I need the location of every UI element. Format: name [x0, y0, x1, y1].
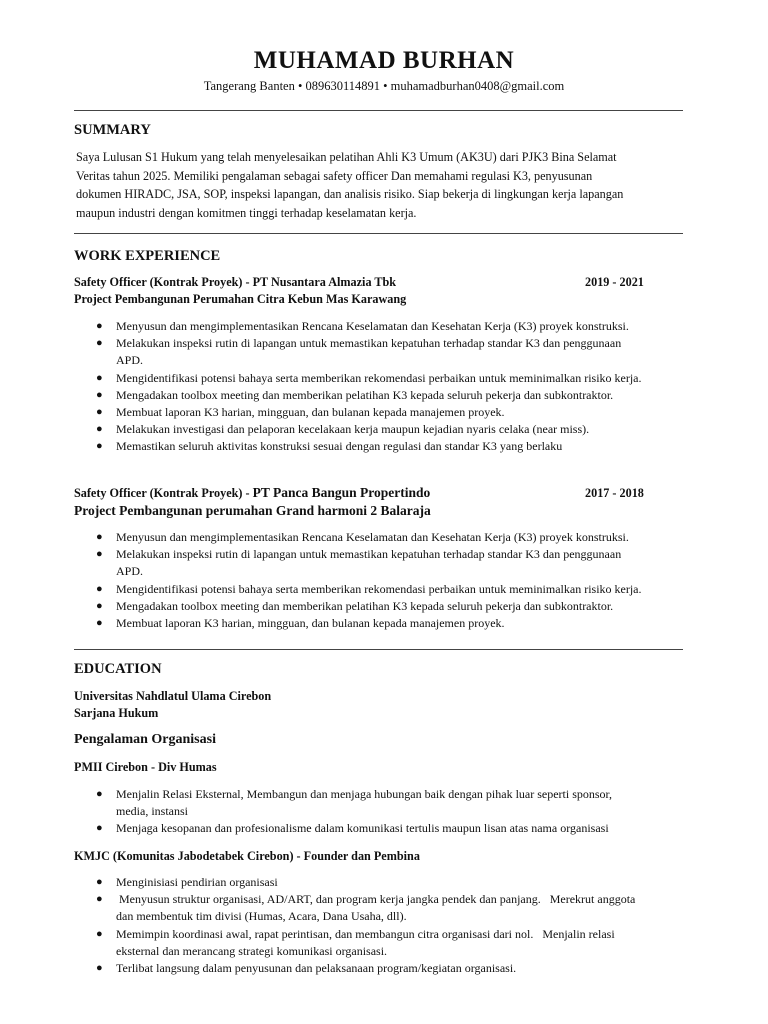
list-item: ● Terlibat langsung dalam penyusunan dan pelaksanaan program/kegiatan organisasi. [96, 961, 517, 976]
job-duties-list [96, 529, 696, 632]
divider [74, 649, 683, 650]
job-years: 2019 - 2021 [585, 275, 644, 289]
list-item: ● Memimpin koordinasi awal, rapat perintisan, dan membangun citra organisasi dari nol. Menjalin relasi eksternal dan merancang strategi komunikasi organisasi. [96, 926, 615, 958]
list-item: ● Menyusun dan mengimplementasikan Rencana Keselamatan dan Kesehatan Kerja (K3) proyek konstruksi. [96, 319, 629, 333]
list-item: ● Mengidentifikasi potensi bahaya serta memberikan rekomendasi perbaikan untuk meminimalkan risiko kerja. [96, 581, 642, 596]
list-item: ● Membuat laporan K3 harian, mingguan, dan bulanan kepada manajemen proyek. [96, 616, 505, 631]
divider [74, 233, 683, 234]
org-title: PMII Cirebon - Div Humas [74, 760, 217, 774]
list-item: ● Menjalin Relasi Eksternal, Membangun dan menjaga hubungan baik dengan pihak luar seperti sponsor, media, instansi [96, 787, 613, 819]
job-project: Project Pembangunan perumahan Grand harmoni 2 Balaraja [74, 503, 431, 518]
experience-heading: WORK EXPERIENCE [74, 248, 221, 264]
org-duties-list [96, 874, 696, 977]
education-school: Universitas Nahdlatul Ulama Cirebon [74, 689, 272, 703]
job-role: Safety Officer (Kontrak Proyek) - PT Nusantara Almazia Tbk [74, 275, 397, 289]
job-duties-list [96, 318, 696, 456]
education-degree: Sarjana Hukum [74, 706, 159, 720]
list-item: ● Menginisiasi pendirian organisasi [96, 875, 278, 889]
summary-line: dokumen HIRADC, JSA, SOP, inspeksi lapangan, dan analisis risiko. Siap bekerja di lingkungan kerja lapangan [76, 187, 624, 201]
divider [74, 110, 683, 111]
list-item: ● Membuat laporan K3 harian, mingguan, dan bulanan kepada manajemen proyek. [96, 405, 505, 420]
list-item: ● Mengadakan toolbox meeting dan memberikan pelatihan K3 kepada seluruh pekerja dan subkontraktor. [96, 598, 614, 613]
list-item: ● Menyusun struktur organisasi, AD/ART, dan program kerja jangka pendek dan panjang. Merekrut anggota dan membentuk tim divisi (Humas, Acara, Dana Usaha, dll). [96, 892, 636, 924]
contact-line: Tangerang Banten • 089630114891 • muhamadburhan0408@gmail.com [203, 79, 565, 93]
summary-text [76, 148, 682, 222]
org-title: KMJC (Komunitas Jabodetabek Cirebon) - Founder dan Pembina [74, 849, 420, 863]
list-item: ● Melakukan inspeksi rutin di lapangan untuk memastikan kepatuhan terhadap standar K3 dan penggunaan APD. [96, 547, 622, 579]
summary-line: Saya Lulusan S1 Hukum yang telah menyelesaikan pelatihan Ahli K3 Umum (AK3U) dari PJK3 Bina Selamat [76, 150, 617, 164]
list-item: ● Melakukan investigasi dan pelaporan kecelakaan kerja maupun kejadian nyaris celaka (near miss). [96, 422, 590, 437]
list-item: ● Memastikan seluruh aktivitas konstruksi sesuai dengan regulasi dan standar K3 yang berlaku [96, 439, 563, 454]
summary-line: maupun industri dengan komitmen tinggi terhadap keselamatan kerja. [76, 205, 417, 220]
list-item: ● Menjaga kesopanan dan profesionalisme dalam komunikasi tertulis maupun lisan atas nama organisasi [96, 821, 609, 836]
job-role: Safety Officer (Kontrak Proyek) - PT Panca Bangun Propertindo [74, 485, 431, 500]
list-item: ● Melakukan inspeksi rutin di lapangan untuk memastikan kepatuhan terhadap standar K3 dan penggunaan APD. [96, 336, 622, 368]
summary-line: Veritas tahun 2025. Memiliki pengalaman sebagai safety officer Dan memahami regulasi K3, penyusunan [76, 168, 593, 183]
org-duties-list [96, 786, 696, 838]
job-years: 2017 - 2018 [585, 486, 644, 500]
list-item: ● Mengidentifikasi potensi bahaya serta memberikan rekomendasi perbaikan untuk meminimalkan risiko kerja. [96, 370, 642, 385]
job-project: Project Pembangunan Perumahan Citra Kebun Mas Karawang [74, 292, 407, 306]
candidate-name: MUHAMAD BURHAN [253, 47, 515, 74]
summary-heading: SUMMARY [74, 122, 151, 138]
list-item: ● Mengadakan toolbox meeting dan memberikan pelatihan K3 kepada seluruh pekerja dan subkontraktor. [96, 387, 614, 402]
organization-heading: Pengalaman Organisasi [74, 732, 216, 747]
education-heading: EDUCATION [74, 661, 162, 677]
list-item: ● Menyusun dan mengimplementasikan Rencana Keselamatan dan Kesehatan Kerja (K3) proyek konstruksi. [96, 530, 629, 544]
